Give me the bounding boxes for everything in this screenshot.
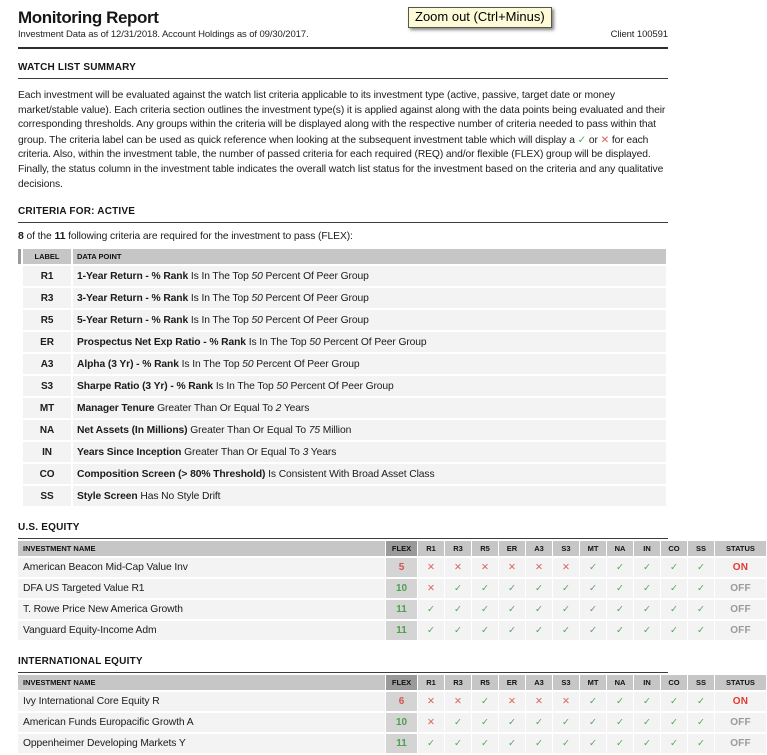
col-status: STATUS (715, 675, 766, 690)
check-icon: ✓ (634, 734, 660, 753)
criteria-row (18, 464, 666, 484)
check-icon: ✓ (607, 600, 633, 619)
criteria-pass-count: 8 (18, 230, 24, 243)
criteria-label: CO (23, 464, 71, 484)
zoom-out-tooltip: Zoom out (Ctrl+Minus) (408, 7, 552, 28)
check-icon: ✓ (688, 558, 714, 577)
check-icon: ✓ (580, 558, 606, 577)
summary-text-part: for each criteria. Also, within the investment table, the number of passed criteria for each required (REQ) and/or flexible (FLEX) group will be displayed. Finally, the status column in the investment table indicates the overall watch list status for the investment based on the criteria and any qualitative decisions. (18, 134, 664, 190)
col-s3: S3 (553, 541, 579, 556)
col-in: IN (634, 541, 660, 556)
flex-score: 6 (386, 692, 417, 711)
check-icon: ✓ (688, 621, 714, 640)
check-icon: ✓ (418, 734, 444, 753)
criteria-label: IN (23, 442, 71, 462)
check-icon: ✓ (580, 692, 606, 711)
check-icon: ✓ (553, 600, 579, 619)
criteria-total-count: 11 (54, 230, 66, 243)
check-icon: ✓ (472, 692, 498, 711)
criteria-datapoint: Years Since Inception Greater Than Or Equal To 3 Years (73, 442, 666, 462)
check-icon: ✓ (445, 713, 471, 732)
section-heading-watch-list-summary: WATCH LIST SUMMARY (18, 62, 137, 73)
x-icon: ✕ (553, 558, 579, 577)
check-icon: ✓ (499, 734, 525, 753)
col-investment-name: INVESTMENT NAME (18, 675, 385, 690)
section-heading: INTERNATIONAL EQUITY (18, 656, 143, 668)
criteria-row (18, 420, 666, 440)
x-icon: ✕ (418, 692, 444, 711)
check-icon: ✓ (634, 692, 660, 711)
section-heading-criteria-active: CRITERIA FOR: ACTIVE (18, 206, 136, 218)
investment-table (17, 539, 767, 642)
col-flex: FLEX (386, 675, 417, 690)
col-r1: R1 (418, 541, 444, 556)
check-icon: ✓ (634, 600, 660, 619)
check-icon: ✓ (661, 621, 687, 640)
col-ss: SS (688, 541, 714, 556)
col-co: CO (661, 675, 687, 690)
investment-row (18, 558, 766, 577)
check-icon: ✓ (499, 621, 525, 640)
check-icon: ✓ (526, 600, 552, 619)
criteria-datapoint: Style Screen Has No Style Drift (73, 486, 666, 506)
criteria-row-spacer (18, 486, 21, 506)
check-icon: ✓ (445, 600, 471, 619)
x-icon: ✕ (526, 692, 552, 711)
criteria-header-spacer (18, 249, 21, 264)
check-icon: ✓ (499, 600, 525, 619)
criteria-row-spacer (18, 442, 21, 462)
criteria-row-spacer (18, 354, 21, 374)
x-icon: ✕ (553, 692, 579, 711)
check-icon: ✓ (580, 713, 606, 732)
check-icon: ✓ (472, 713, 498, 732)
check-icon: ✓ (577, 133, 587, 146)
as-of-dates: Investment Data as of 12/31/2018. Account Holdings as of 09/30/2017. (18, 29, 309, 40)
summary-text-part: or (586, 134, 601, 146)
criteria-row-spacer (18, 464, 21, 484)
criteria-row (18, 442, 666, 462)
check-icon: ✓ (445, 621, 471, 640)
check-icon: ✓ (661, 734, 687, 753)
check-icon: ✓ (634, 713, 660, 732)
flex-score: 5 (386, 558, 417, 577)
x-icon: ✕ (472, 558, 498, 577)
criteria-section (18, 206, 668, 508)
check-icon: ✓ (445, 579, 471, 598)
investment-row (18, 579, 766, 598)
investment-row (18, 734, 766, 753)
status-badge: OFF (715, 621, 766, 640)
criteria-row-spacer (18, 376, 21, 396)
col-r5: R5 (472, 675, 498, 690)
check-icon: ✓ (553, 713, 579, 732)
check-icon: ✓ (661, 713, 687, 732)
col-na: NA (607, 541, 633, 556)
x-icon: ✕ (499, 692, 525, 711)
criteria-header-label: LABEL (23, 249, 71, 264)
criteria-intro (18, 230, 668, 242)
check-icon: ✓ (661, 600, 687, 619)
col-er: ER (499, 541, 525, 556)
investment-table (17, 673, 767, 755)
criteria-header-row (18, 249, 666, 264)
investment-row (18, 692, 766, 711)
criteria-row-spacer (18, 288, 21, 308)
criteria-label: ER (23, 332, 71, 352)
criteria-intro-part: following criteria are required for the investment to pass (FLEX): (65, 231, 353, 243)
investment-section (18, 656, 755, 755)
flex-score: 10 (386, 713, 417, 732)
flex-score: 11 (386, 621, 417, 640)
investment-section (18, 522, 755, 642)
check-icon: ✓ (634, 621, 660, 640)
section-rule (18, 222, 668, 223)
criteria-row-spacer (18, 266, 21, 286)
check-icon: ✓ (472, 600, 498, 619)
check-icon: ✓ (607, 692, 633, 711)
col-a3: A3 (526, 541, 552, 556)
criteria-datapoint: Sharpe Ratio (3 Yr) - % Rank Is In The Top 50 Percent Of Peer Group (73, 376, 666, 396)
criteria-row (18, 354, 666, 374)
col-ss: SS (688, 675, 714, 690)
col-investment-name: INVESTMENT NAME (18, 541, 385, 556)
check-icon: ✓ (688, 713, 714, 732)
check-icon: ✓ (418, 600, 444, 619)
investment-header-row (18, 541, 766, 556)
col-status: STATUS (715, 541, 766, 556)
section-rule (18, 78, 668, 79)
section-heading: U.S. EQUITY (18, 522, 80, 534)
check-icon: ✓ (688, 579, 714, 598)
col-co: CO (661, 541, 687, 556)
investment-name: American Funds Europacific Growth A (18, 713, 385, 732)
check-icon: ✓ (580, 621, 606, 640)
check-icon: ✓ (445, 734, 471, 753)
check-icon: ✓ (688, 734, 714, 753)
status-badge: OFF (715, 579, 766, 598)
status-badge: ON (715, 692, 766, 711)
investment-name: Ivy International Core Equity R (18, 692, 385, 711)
criteria-datapoint: 1-Year Return - % Rank Is In The Top 50 Percent Of Peer Group (73, 266, 666, 286)
investment-name: Oppenheimer Developing Markets Y (18, 734, 385, 753)
check-icon: ✓ (661, 558, 687, 577)
criteria-datapoint: Net Assets (In Millions) Greater Than Or Equal To 75 Million (73, 420, 666, 440)
check-icon: ✓ (553, 621, 579, 640)
check-icon: ✓ (499, 579, 525, 598)
criteria-datapoint: Alpha (3 Yr) - % Rank Is In The Top 50 Percent Of Peer Group (73, 354, 666, 374)
check-icon: ✓ (472, 621, 498, 640)
check-icon: ✓ (580, 600, 606, 619)
x-icon: ✕ (418, 579, 444, 598)
criteria-datapoint: Composition Screen (> 80% Threshold) Is Consistent With Broad Asset Class (73, 464, 666, 484)
check-icon: ✓ (526, 713, 552, 732)
criteria-datapoint: Manager Tenure Greater Than Or Equal To 2 Years (73, 398, 666, 418)
watch-list-summary-section (18, 62, 668, 192)
check-icon: ✓ (607, 621, 633, 640)
investment-name: Vanguard Equity-Income Adm (18, 621, 385, 640)
check-icon: ✓ (661, 579, 687, 598)
check-icon: ✓ (634, 558, 660, 577)
check-icon: ✓ (607, 713, 633, 732)
check-icon: ✓ (472, 734, 498, 753)
report-header (18, 8, 668, 49)
criteria-label: SS (23, 486, 71, 506)
investment-name: DFA US Targeted Value R1 (18, 579, 385, 598)
investment-name: T. Rowe Price New America Growth (18, 600, 385, 619)
check-icon: ✓ (418, 621, 444, 640)
criteria-row-spacer (18, 332, 21, 352)
col-in: IN (634, 675, 660, 690)
check-icon: ✓ (472, 579, 498, 598)
col-r3: R3 (445, 675, 471, 690)
investment-header-row (18, 675, 766, 690)
check-icon: ✓ (580, 579, 606, 598)
check-icon: ✓ (607, 558, 633, 577)
criteria-label: R3 (23, 288, 71, 308)
page-title: Monitoring Report (18, 8, 159, 27)
check-icon: ✓ (688, 600, 714, 619)
flex-score: 11 (386, 734, 417, 753)
status-badge: ON (715, 558, 766, 577)
criteria-label: NA (23, 420, 71, 440)
check-icon: ✓ (526, 621, 552, 640)
criteria-table (16, 247, 668, 508)
criteria-row (18, 486, 666, 506)
col-flex: FLEX (386, 541, 417, 556)
check-icon: ✓ (661, 692, 687, 711)
check-icon: ✓ (553, 734, 579, 753)
status-badge: OFF (715, 734, 766, 753)
flex-score: 11 (386, 600, 417, 619)
criteria-row (18, 266, 666, 286)
check-icon: ✓ (526, 579, 552, 598)
check-icon: ✓ (526, 734, 552, 753)
criteria-label: R1 (23, 266, 71, 286)
col-a3: A3 (526, 675, 552, 690)
criteria-label: S3 (23, 376, 71, 396)
criteria-row (18, 310, 666, 330)
watch-list-summary-text (18, 89, 668, 192)
criteria-row-spacer (18, 398, 21, 418)
x-icon: ✕ (499, 558, 525, 577)
monitoring-report-page (0, 8, 755, 750)
col-na: NA (607, 675, 633, 690)
x-icon: ✕ (445, 692, 471, 711)
check-icon: ✓ (607, 579, 633, 598)
check-icon: ✓ (634, 579, 660, 598)
col-r3: R3 (445, 541, 471, 556)
col-r1: R1 (418, 675, 444, 690)
x-icon: ✕ (445, 558, 471, 577)
criteria-row (18, 332, 666, 352)
criteria-datapoint: 5-Year Return - % Rank Is In The Top 50 Percent Of Peer Group (73, 310, 666, 330)
check-icon: ✓ (607, 734, 633, 753)
criteria-row-spacer (18, 310, 21, 330)
x-icon: ✕ (418, 713, 444, 732)
criteria-row-spacer (18, 420, 21, 440)
status-badge: OFF (715, 713, 766, 732)
investment-row (18, 600, 766, 619)
col-r5: R5 (472, 541, 498, 556)
flex-score: 10 (386, 579, 417, 598)
col-s3: S3 (553, 675, 579, 690)
col-er: ER (499, 675, 525, 690)
investment-row (18, 713, 766, 732)
check-icon: ✓ (553, 579, 579, 598)
client-id: Client 100591 (610, 29, 668, 40)
criteria-intro-part: of the (23, 231, 55, 243)
criteria-row (18, 398, 666, 418)
criteria-label: R5 (23, 310, 71, 330)
col-mt: MT (580, 541, 606, 556)
check-icon: ✓ (499, 713, 525, 732)
criteria-row (18, 288, 666, 308)
criteria-header-datapoint: DATA POINT (73, 249, 666, 264)
x-icon: ✕ (418, 558, 444, 577)
criteria-label: A3 (23, 354, 71, 374)
x-icon: ✕ (600, 133, 610, 146)
check-icon: ✓ (580, 734, 606, 753)
check-icon: ✓ (688, 692, 714, 711)
summary-text-part: Each investment will be evaluated against the watch list criteria applicable to its investment type (active, passive, target date or money market/stable value). Each criteria section outlines the investment type(s) it is applied against along with the data points being evaluated and their corresponding thresholds. Any groups within the criteria will be displayed along with the respective number of criteria needed to pass within that group. The criteria label can be used as quick reference when looking at the subsequent investment table which will display a (18, 90, 666, 146)
investment-name: American Beacon Mid-Cap Value Inv (18, 558, 385, 577)
investment-row (18, 621, 766, 640)
criteria-label: MT (23, 398, 71, 418)
status-badge: OFF (715, 600, 766, 619)
x-icon: ✕ (526, 558, 552, 577)
criteria-row (18, 376, 666, 396)
col-mt: MT (580, 675, 606, 690)
criteria-datapoint: Prospectus Net Exp Ratio - % Rank Is In The Top 50 Percent Of Peer Group (73, 332, 666, 352)
criteria-datapoint: 3-Year Return - % Rank Is In The Top 50 Percent Of Peer Group (73, 288, 666, 308)
